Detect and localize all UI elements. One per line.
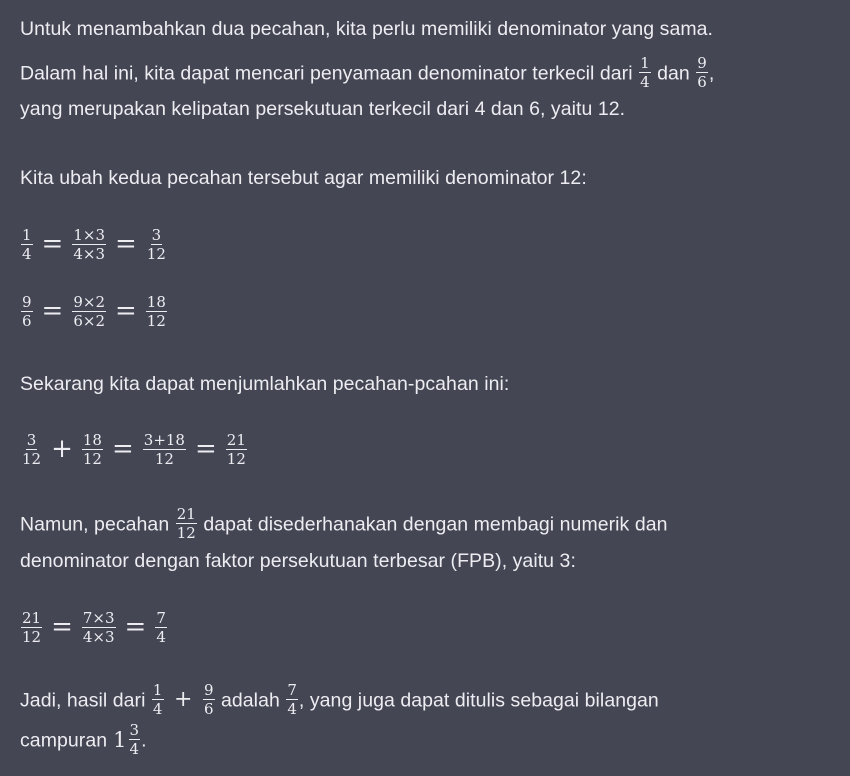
numerator: 21 (226, 430, 246, 449)
numerator: 7×3 (82, 608, 115, 627)
text: . (141, 729, 147, 752)
equals-sign: = (51, 612, 73, 642)
paragraph-1-line-2 (20, 54, 715, 92)
paragraph-5-line-2 (20, 721, 147, 759)
denominator: 12 (146, 311, 166, 330)
equation-4 (20, 605, 168, 653)
text: , yang juga dapat ditulis sebagai bilangan (298, 689, 659, 712)
text: Kita ubah kedua pecahan tersebut agar memiliki denominator 12: (20, 167, 587, 189)
denominator: 4 (287, 700, 297, 718)
text: Untuk menambahkan dua pecahan, kita perlu memiliki denominator yang sama. (20, 18, 714, 40)
text: adalah (221, 689, 280, 712)
numerator: 21 (176, 505, 196, 523)
denominator: 12 (82, 449, 102, 468)
equals-sign: = (194, 434, 217, 464)
numerator: 3 (151, 225, 162, 244)
paragraph-3 (20, 371, 509, 397)
text: Dalam hal ini, kita dapat mencari penyamaan denominator terkecil dari (20, 62, 633, 85)
denominator: 6 (697, 73, 707, 91)
equals-sign: = (41, 296, 64, 326)
numerator: 7 (287, 681, 297, 699)
equals-sign: = (115, 229, 137, 259)
fraction-7-4 (286, 682, 298, 717)
fraction (72, 294, 106, 329)
equals-sign: = (41, 229, 64, 259)
fraction (21, 610, 42, 645)
fraction-9-6 (203, 682, 215, 717)
paragraph-2 (20, 165, 587, 191)
denominator: 12 (226, 449, 246, 468)
denominator: 4 (152, 700, 163, 718)
equals-sign: = (115, 296, 137, 326)
fraction (146, 294, 167, 329)
denominator: 6 (203, 700, 214, 718)
plus-sign: + (51, 434, 73, 464)
fraction (21, 432, 42, 467)
fraction-21-12 (176, 506, 197, 541)
fraction-1-4 (152, 682, 164, 717)
paragraph-1-line-3 (20, 96, 625, 122)
denominator: 12 (154, 449, 174, 468)
equals-sign: = (111, 434, 134, 464)
denominator: 4 (640, 73, 650, 91)
denominator: 12 (176, 524, 196, 542)
numerator: 21 (22, 608, 42, 627)
equation-1 (20, 222, 168, 270)
numerator: 9 (22, 292, 32, 311)
fraction (72, 227, 106, 262)
numerator: 9 (203, 681, 214, 699)
numerator: 9×2 (73, 292, 105, 311)
paragraph-4-line-2 (20, 548, 576, 574)
numerator: 18 (146, 292, 166, 311)
numerator: 1 (152, 681, 163, 699)
numerator: 18 (82, 430, 102, 449)
text: dan (657, 62, 690, 85)
denominator: 4 (156, 627, 166, 646)
numerator: 1 (640, 54, 650, 72)
denominator: 4×3 (73, 244, 105, 263)
fraction (21, 294, 33, 329)
fraction-9-6 (696, 55, 708, 90)
numerator: 7 (156, 608, 166, 627)
denominator: 12 (22, 449, 42, 468)
text: Jadi, hasil dari (20, 689, 146, 712)
paragraph-5-line-1 (20, 681, 659, 719)
denominator: 4×3 (82, 627, 115, 646)
numerator: 3 (129, 721, 140, 739)
fraction (226, 432, 247, 467)
denominator: 4 (129, 740, 140, 758)
fraction (143, 432, 186, 467)
text: denominator dengan faktor persekutuan terbesar (FPB), yaitu 3: (20, 550, 576, 572)
text: , (708, 62, 715, 85)
denominator: 12 (22, 627, 42, 646)
paragraph-1-line-1 (20, 16, 713, 42)
text: Namun, pecahan (20, 513, 170, 536)
text: campuran (20, 729, 108, 752)
fraction (82, 432, 103, 467)
fraction (82, 610, 116, 645)
text: Sekarang kita dapat menjumlahkan pecahan-pcahan ini: (20, 373, 510, 395)
denominator: 6 (22, 311, 32, 330)
numerator: 3+18 (143, 430, 185, 449)
fraction (21, 227, 33, 262)
numerator: 3 (26, 430, 37, 449)
numerator: 9 (697, 54, 707, 72)
fraction-1-4 (639, 55, 651, 90)
denominator: 4 (22, 244, 32, 263)
fraction (155, 610, 167, 645)
denominator: 6×2 (73, 311, 105, 330)
fraction (146, 227, 167, 262)
numerator: 1 (22, 225, 32, 244)
equals-sign: = (124, 612, 147, 642)
denominator: 12 (146, 244, 166, 263)
equation-2 (20, 289, 168, 337)
text: dapat disederhanakan dengan membagi numerik dan (203, 513, 668, 536)
paragraph-4-line-1 (20, 505, 668, 543)
equation-3 (20, 427, 248, 475)
numerator: 1×3 (73, 225, 105, 244)
plus-sign: + (173, 686, 193, 712)
text: yang merupakan kelipatan persekutuan terkecil dari 4 dan 6, yaitu 12. (20, 98, 626, 120)
mixed-number-fraction (129, 722, 141, 757)
mixed-number-whole: 1 (113, 727, 127, 752)
